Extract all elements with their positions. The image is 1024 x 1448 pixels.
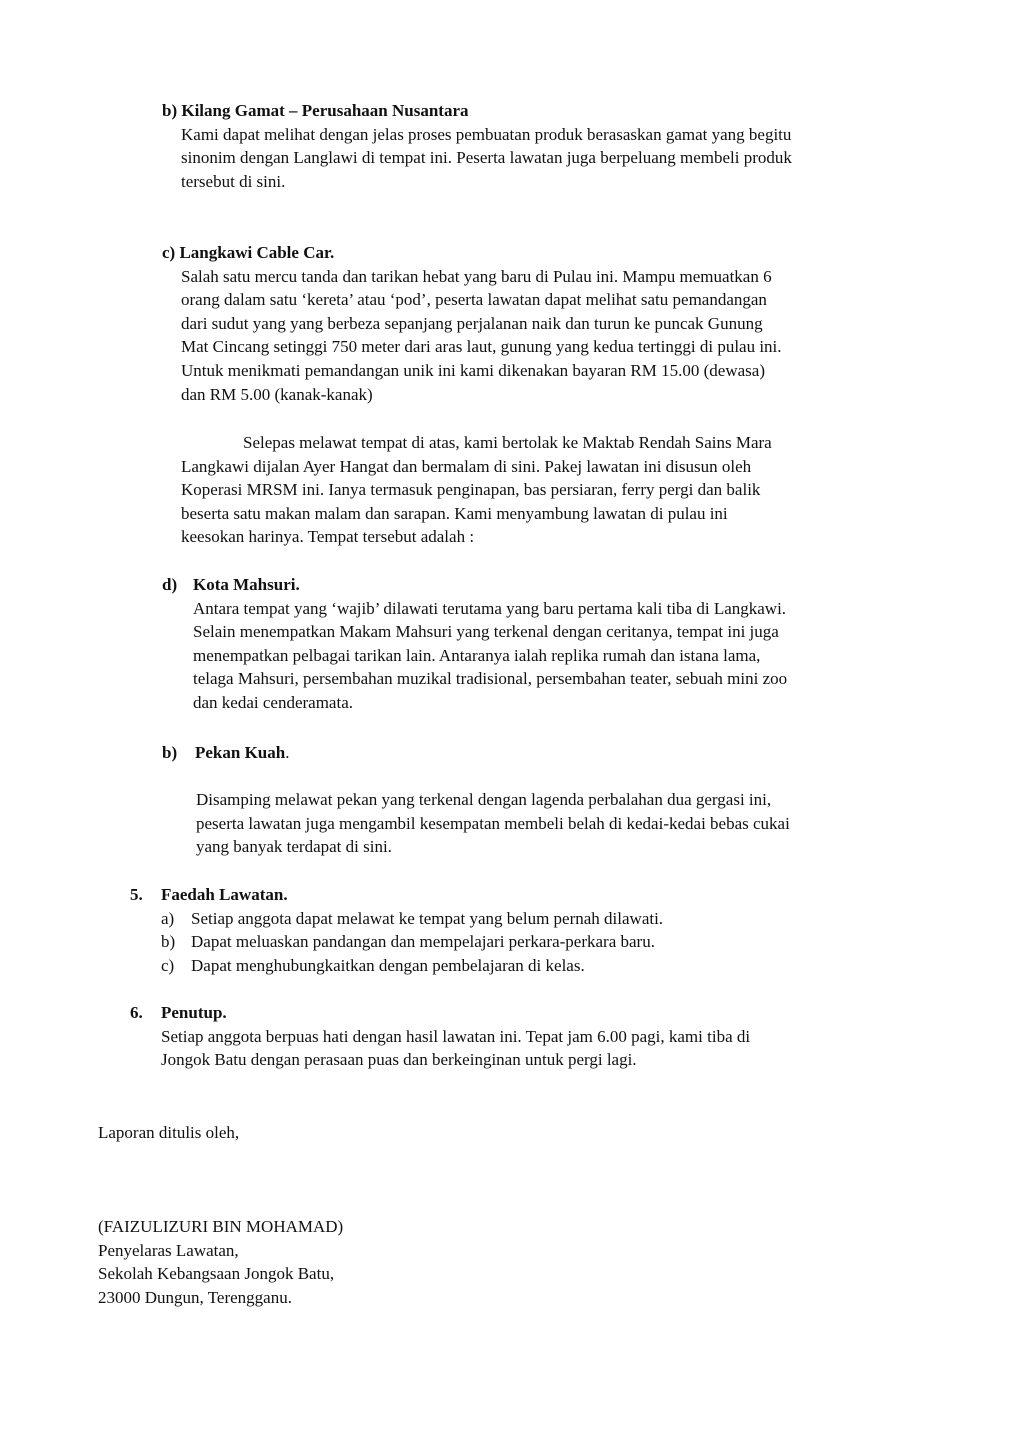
heading-suffix: .	[285, 743, 290, 762]
paragraph-line: dan RM 5.00 (kanak-kanak)	[181, 384, 373, 404]
section-heading-text: Kota Mahsuri.	[193, 575, 300, 594]
paragraph-line: sinonim dengan Langlawi di tempat ini. Peserta lawatan juga berpeluang membeli produk	[181, 148, 792, 168]
section-penutup	[130, 1001, 750, 1072]
section-marker: b)	[162, 743, 178, 762]
paragraph-line: keesokan harinya. Tempat tersebut adalah :	[181, 527, 475, 547]
paragraph-line: beserta satu makan malam dan sarapan. Kami menyambung lawatan di pulau ini	[181, 503, 728, 523]
list-marker: a)	[161, 908, 175, 928]
paragraph-line: Salah satu mercu tanda dan tarikan hebat yang baru di Pulau ini. Mampu memuatkan 6	[181, 266, 772, 286]
paragraph-line: Langkawi dijalan Ayer Hangat dan bermalam di sini. Pakej lawatan ini disusun oleh	[181, 456, 752, 476]
paragraph-line: Setiap anggota berpuas hati dengan hasil lawatan ini. Tepat jam 6.00 pagi, kami tiba di	[161, 1026, 751, 1046]
school-name: Sekolah Kebangsaan Jongok Batu,	[98, 1264, 335, 1284]
section-number: 6.	[130, 1003, 143, 1022]
paragraph-line: peserta lawatan juga mengambil kesempatan membeli belah di kedai-kedai bebas cukai	[196, 813, 790, 833]
school-address: 23000 Dungun, Terengganu.	[98, 1287, 292, 1307]
paragraph-line: Kami dapat melihat dengan jelas proses pembuatan produk berasaskan gamat yang begitu	[181, 124, 792, 144]
list-marker: b)	[161, 932, 176, 952]
paragraph-pekan-kuah	[196, 788, 790, 859]
author-title: Penyelaras Lawatan,	[98, 1240, 239, 1260]
list-item-text: Dapat meluaskan pandangan dan mempelajari perkara-perkara baru.	[191, 932, 655, 952]
section-marker: d)	[162, 575, 178, 594]
paragraph-line: Selepas melawat tempat di atas, kami bertolak ke Maktab Rendah Sains Mara	[243, 433, 772, 452]
section-heading-text: Penutup.	[161, 1003, 227, 1022]
paragraph-line: Selain menempatkan Makam Mahsuri yang terkenal dengan ceritanya, tempat ini juga	[193, 622, 779, 642]
paragraph-line: Jongok Batu dengan perasaan puas dan berkeinginan untuk pergi lagi.	[161, 1050, 637, 1070]
paragraph-line: Untuk menikmati pemandangan unik ini kami dikenakan bayaran RM 15.00 (dewasa)	[181, 360, 765, 380]
paragraph-line: telaga Mahsuri, persembahan muzikal tradisional, persembahan teater, sebuah mini zoo	[193, 669, 788, 689]
list-item	[161, 930, 663, 954]
list-item	[161, 954, 663, 978]
intro-text: Laporan ditulis oleh,	[98, 1123, 240, 1142]
section-pekan-kuah	[162, 741, 289, 765]
section-heading	[130, 883, 663, 907]
section-heading	[162, 741, 289, 765]
section-kilang-gamat	[162, 99, 792, 193]
paragraph-line: Disamping melawat pekan yang terkenal dengan lagenda perbalahan dua gergasi ini,	[196, 790, 772, 809]
signature-block	[98, 1215, 343, 1309]
paragraph-line: dan kedai cenderamata.	[193, 692, 353, 712]
section-heading	[162, 573, 787, 597]
section-heading: b) Kilang Gamat – Perusahaan Nusantara	[162, 101, 469, 120]
paragraph-line: dari sudut yang yang berbeza sepanjang perjalanan naik dan turun ke puncak Gunung	[181, 313, 763, 333]
section-heading-text: Pekan Kuah	[195, 743, 286, 762]
paragraph-line: menempatkan pelbagai tarikan lain. Antaranya ialah replika rumah dan istana lama,	[193, 645, 761, 665]
section-kota-mahsuri	[162, 573, 787, 715]
report-author-intro	[98, 1121, 239, 1145]
section-heading: c) Langkawi Cable Car.	[162, 243, 335, 262]
section-faedah-lawatan	[130, 883, 663, 977]
section-heading	[130, 1001, 750, 1025]
paragraph-line: yang banyak terdapat di sini.	[196, 837, 392, 857]
section-number: 5.	[130, 885, 143, 904]
list-item-text: Dapat menghubungkaitkan dengan pembelajaran di kelas.	[191, 955, 585, 975]
list-item	[161, 907, 663, 931]
paragraph-line: Antara tempat yang ‘wajib’ dilawati terutama yang baru pertama kali tiba di Langkawi.	[193, 598, 787, 618]
paragraph-line: tersebut di sini.	[181, 171, 286, 191]
section-cable-car	[162, 241, 782, 406]
paragraph-mrsm	[181, 431, 772, 549]
paragraph-line: orang dalam satu ‘kereta’ atau ‘pod’, peserta lawatan dapat melihat satu pemandangan	[181, 290, 767, 310]
list-item-text: Setiap anggota dapat melawat ke tempat yang belum pernah dilawati.	[191, 908, 664, 928]
section-heading-text: Faedah Lawatan.	[161, 885, 288, 904]
paragraph-line: Mat Cincang setinggi 750 meter dari aras laut, gunung yang kedua tertinggi di pulau ini.	[181, 337, 782, 357]
paragraph-line: Koperasi MRSM ini. Ianya termasuk penginapan, bas persiaran, ferry pergi dan balik	[181, 480, 761, 500]
author-name: (FAIZULIZURI BIN MOHAMAD)	[98, 1217, 344, 1236]
list-marker: c)	[161, 955, 175, 975]
